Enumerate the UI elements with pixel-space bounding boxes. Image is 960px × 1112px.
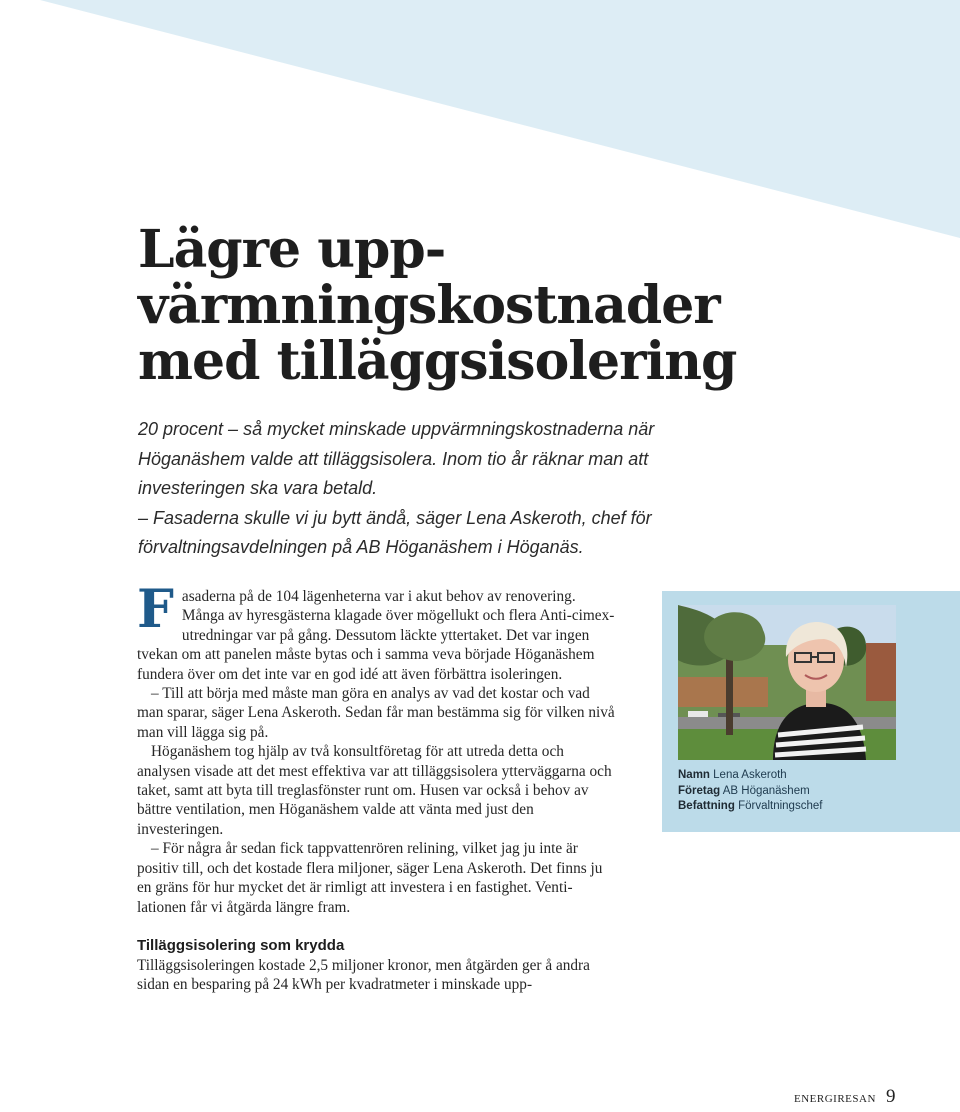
ingress-quote: – Fasaderna skulle vi ju bytt ändå, säger Lena Askeroth, chef för förvaltningsavdelningen på AB Höganäshem i Höganäs. bbox=[138, 507, 652, 557]
body-paragraph: – För några år sedan fick tappvattenrören relining, vilket jag ju inte är positiv till, och det kostade flera miljoner, säger Lena Askeroth. Det finns ju en gräns för hur mycket det är rimligt att investera i en fastighet. Venti-lationen får vi åtgärda längre fram. bbox=[137, 840, 603, 916]
fact-name bbox=[678, 768, 822, 784]
fact-label: Namn bbox=[678, 769, 710, 781]
body-paragraph: Höganäshem tog hjälp av två konsultföretag för att utreda detta och analysen visade att det mest effektiva var att tilläggsisolera ytterväggarna och taket, samt att byta till treglasfönster runt om. Husen var också i behov av bättre ventilation, men Höganäshem valde att vänta med just den investeringen. bbox=[137, 743, 612, 838]
title-line: Lägre upp- bbox=[138, 219, 446, 280]
fact-company bbox=[678, 784, 822, 800]
fact-list bbox=[678, 768, 822, 815]
title-line: värmningskostnader bbox=[138, 275, 720, 336]
magazine-name: ENERGIRESAN bbox=[794, 1093, 876, 1105]
section-subheading: Tilläggsisolering som krydda bbox=[137, 936, 345, 954]
portrait-photo bbox=[678, 605, 896, 760]
fact-label: Företag bbox=[678, 784, 721, 797]
body-paragraph: – Till att börja med måste man göra en analys av vad det kostar och vad man sparar, säger Lena Askeroth. Sedan får man bestämma sig för vilken nivå man vill lägga sig på. bbox=[137, 685, 615, 741]
fact-value: Förvaltningschef bbox=[738, 800, 823, 812]
body-paragraph: Tilläggsisoleringen kostade 2,5 miljoner kronor, men åtgärden ger å andra sidan en besparing på 24 kWh per kvadratmeter i minskade upp- bbox=[137, 956, 590, 994]
title-line: med tilläggsisolering bbox=[138, 331, 737, 392]
fact-box bbox=[662, 591, 960, 832]
fact-label: Befattning bbox=[678, 800, 735, 812]
fact-position bbox=[678, 799, 822, 815]
fact-value: AB Höganäshem bbox=[722, 784, 810, 797]
article-body bbox=[137, 579, 617, 995]
article-ingress bbox=[138, 415, 658, 563]
page-number: 9 bbox=[886, 1086, 896, 1107]
drop-cap: F bbox=[137, 579, 174, 640]
ingress-paragraph: 20 procent – så mycket minskade uppvärmningskostnaderna när Höganäshem valde att tilläggsisolera. Inom tio år räknar man att investeringen ska vara betald. bbox=[138, 419, 655, 498]
fact-value: Lena Askeroth bbox=[713, 769, 787, 781]
article-title bbox=[138, 219, 938, 392]
body-paragraph: asaderna på de 104 lägenheterna var i akut behov av renovering. Många av hyresgästerna klagade över mögellukt och flera Anti-cimex-utredningar var på gång. Dessutom läckte yttertaket. Det var ingen tvekan om att panelen måste bytas och i samma veva började Höganäshem fundera över om det inte var en god idé att även förbättra isoleringen. bbox=[137, 588, 615, 683]
